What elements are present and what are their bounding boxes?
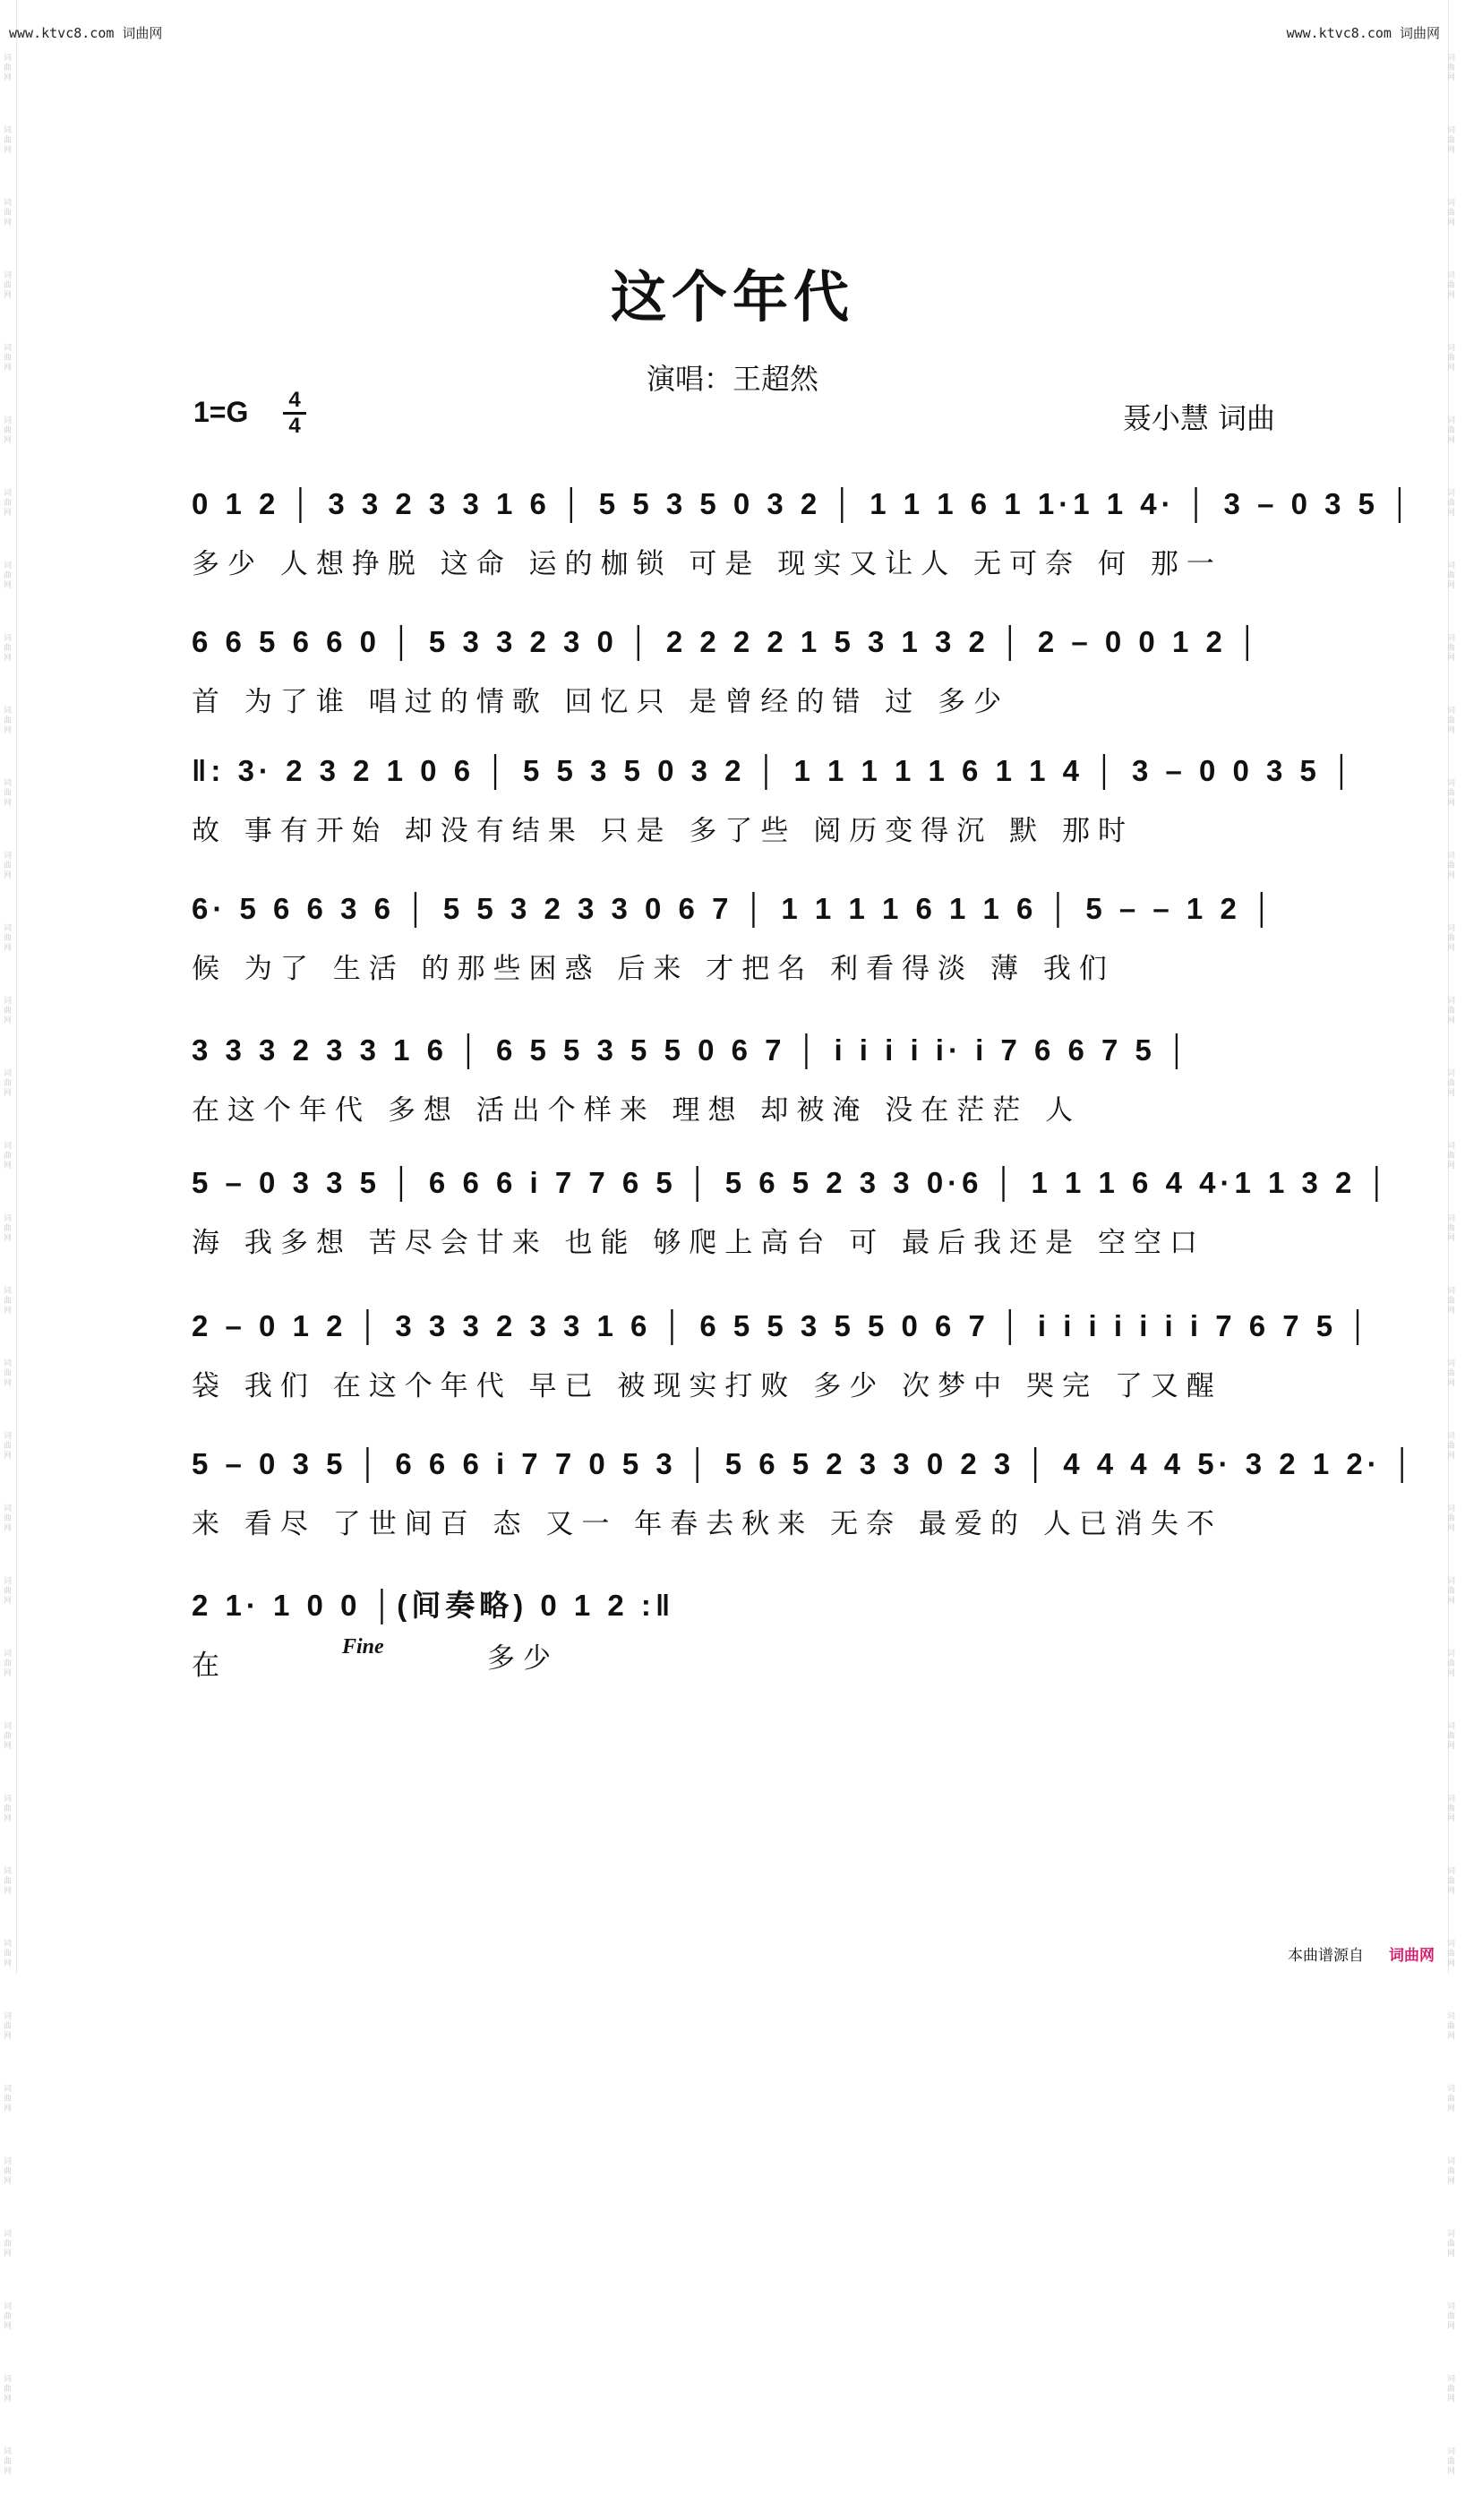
watermark-strip-right xyxy=(1447,54,1460,2520)
watermark-text: 词曲网 xyxy=(1447,489,1456,518)
watermark-text: 词曲网 xyxy=(1447,1722,1456,1751)
song-author: 聂小慧 词曲 xyxy=(1122,401,1275,435)
watermark-text: 词曲网 xyxy=(1447,1142,1456,1170)
lyric-line: 首 为了谁 唱过的情歌 回忆只 是曾经的错 过 多少 xyxy=(192,686,1010,718)
notation-line: 6· 5 6 6 3 6 │ 5 5 3 2 3 3 0 6 7 │ 1 1 1 1 6 1 1 6 │ 5 – – 1 2 │ xyxy=(192,892,1277,925)
score-system-6 xyxy=(192,1150,1392,1260)
watermark-text: 词曲网 xyxy=(4,1069,13,1098)
meter-top: 4 xyxy=(288,388,301,412)
meter-bottom: 4 xyxy=(288,414,301,438)
score-system-1 xyxy=(192,471,1415,581)
notation-line: 5 – 0 3 3 5 │ 6 6 6 i 7 7 6 5 │ 5 6 5 2 3 3 0·6 │ 1 1 1 6 4 4·1 1 3 2 │ xyxy=(192,1166,1392,1199)
watermark-text: 词曲网 xyxy=(4,1577,13,1606)
lyric-line: 多少 人想挣脱 这命 运的枷锁 可是 现实又让人 无可奈 何 那一 xyxy=(192,548,1222,580)
watermark-text: 词曲网 xyxy=(4,344,13,373)
notation-line: 5 – 0 3 5 │ 6 6 6 i 7 7 0 5 3 │ 5 6 5 2 3 3 0 2 3 │ 4 4 4 4 5· 3 2 1 2· │ xyxy=(192,1447,1418,1480)
watermark-text: 词曲网 xyxy=(4,2230,13,2259)
watermark-text: 词曲网 xyxy=(4,997,13,1025)
watermark-text: 词曲网 xyxy=(1447,1795,1456,1823)
watermark-text: 词曲网 xyxy=(1447,1504,1456,1533)
lyric-line: 在 xyxy=(192,1650,227,1682)
score-system-8 xyxy=(192,1431,1418,1541)
watermark-text: 词曲网 xyxy=(4,1287,13,1316)
watermark-text: 词曲网 xyxy=(1447,2012,1456,2041)
watermark-text: 词曲网 xyxy=(1447,561,1456,590)
watermark-text: 词曲网 xyxy=(4,2375,13,2404)
song-title: 这个年代 xyxy=(610,264,854,330)
footer-source-text: 本曲谱源自 xyxy=(1288,1947,1364,1965)
watermark-text: 词曲网 xyxy=(4,199,13,227)
watermark-text: 词曲网 xyxy=(1447,2157,1456,2186)
lyric-line: 来 看尽 了世间百 态 又一 年春去秋来 无奈 最爱的 人已消失不 xyxy=(192,1508,1222,1540)
notation-line: 2 – 0 1 2 │ 3 3 3 2 3 3 1 6 │ 6 5 5 3 5 5 0 6 7 │ i i i i i i i 7 6 7 5 │ xyxy=(192,1309,1373,1342)
notation-line: 2 1· 1 0 0 │(间奏略) 0 1 2 :‖ xyxy=(192,1589,675,1622)
lyric-line: 在这个年代 多想 活出个样来 理想 却被淹 没在茫茫 人 xyxy=(192,1094,1082,1127)
watermark-text: 词曲网 xyxy=(1447,2085,1456,2113)
score-system-2 xyxy=(192,609,1279,719)
watermark-text: 词曲网 xyxy=(4,2447,13,2476)
notation-line: ‖: 3· 2 3 2 1 0 6 │ 5 5 3 5 0 3 2 │ 1 1 1 1 1 6 1 1 4 │ 3 – 0 0 3 5 │ xyxy=(192,754,1357,787)
watermark-text: 词曲网 xyxy=(4,271,13,300)
watermark-text: 词曲网 xyxy=(4,924,13,953)
watermark-text: 词曲网 xyxy=(1447,344,1456,373)
score-system-5 xyxy=(192,1017,1279,1127)
watermark-text: 词曲网 xyxy=(4,126,13,155)
watermark-text: 词曲网 xyxy=(1447,416,1456,445)
watermark-text: 词曲网 xyxy=(1447,634,1456,663)
watermark-text: 词曲网 xyxy=(4,2085,13,2113)
watermark-text: 词曲网 xyxy=(1447,779,1456,808)
footer-source xyxy=(1288,1942,1435,1965)
watermark-text: 词曲网 xyxy=(1447,1287,1456,1316)
watermark-text: 词曲网 xyxy=(4,1650,13,1678)
watermark-text: 词曲网 xyxy=(1447,997,1456,1025)
watermark-text: 词曲网 xyxy=(1447,1069,1456,1098)
lyric-line: 候 为了 生活 的那些困惑 后来 才把名 利看得淡 薄 我们 xyxy=(192,953,1115,985)
notation-line: 0 1 2 │ 3 3 2 3 3 1 6 │ 5 5 3 5 0 3 2 │ 1 1 1 6 1 1·1 1 4· │ 3 – 0 3 5 │ xyxy=(192,487,1415,520)
watermark-text: 词曲网 xyxy=(4,779,13,808)
watermark-text: 词曲网 xyxy=(4,634,13,663)
watermark-text: 词曲网 xyxy=(1447,2447,1456,2476)
score-system-9 xyxy=(192,1573,1279,1683)
watermark-text: 词曲网 xyxy=(1447,126,1456,155)
watermark-text: 词曲网 xyxy=(4,489,13,518)
watermark-text: 词曲网 xyxy=(1447,1432,1456,1461)
watermark-text: 词曲网 xyxy=(4,1722,13,1751)
watermark-text: 词曲网 xyxy=(4,1142,13,1170)
watermark-text: 词曲网 xyxy=(4,1867,13,1896)
header-site-left: www.ktvc8.com 词曲网 xyxy=(9,25,163,41)
watermark-text: 词曲网 xyxy=(4,1214,13,1243)
watermark-text: 词曲网 xyxy=(4,852,13,880)
watermark-text: 词曲网 xyxy=(1447,2302,1456,2331)
watermark-text: 词曲网 xyxy=(4,1795,13,1823)
score-system-7 xyxy=(192,1293,1373,1403)
watermark-text: 词曲网 xyxy=(1447,1359,1456,1388)
notation-line: 6 6 5 6 6 0 │ 5 3 3 2 3 0 │ 2 2 2 2 1 5 3 1 3 2 │ 2 – 0 0 1 2 │ xyxy=(192,625,1263,658)
watermark-text: 词曲网 xyxy=(4,561,13,590)
watermark-text: 词曲网 xyxy=(1447,924,1456,953)
score-system-4 xyxy=(192,876,1279,986)
watermark-text: 词曲网 xyxy=(1447,1867,1456,1896)
watermark-text: 词曲网 xyxy=(4,1504,13,1533)
watermark-text: 词曲网 xyxy=(4,2012,13,2041)
watermark-text: 词曲网 xyxy=(1447,1650,1456,1678)
watermark-text: 词曲网 xyxy=(1447,1940,1456,1968)
watermark-text: 词曲网 xyxy=(1447,271,1456,300)
watermark-text: 词曲网 xyxy=(1447,852,1456,880)
watermark-text: 词曲网 xyxy=(1447,2375,1456,2404)
watermark-text: 词曲网 xyxy=(4,2302,13,2331)
watermark-text: 词曲网 xyxy=(1447,2230,1456,2259)
watermark-text: 词曲网 xyxy=(4,707,13,735)
key-signature: 1=G xyxy=(193,396,249,428)
lyric-line: 海 我多想 苦尽会甘来 也能 够爬上高台 可 最后我还是 空空口 xyxy=(192,1227,1205,1259)
lyric-end: 多少 xyxy=(487,1642,559,1675)
watermark-text: 词曲网 xyxy=(4,1940,13,1968)
watermark-text: 词曲网 xyxy=(1447,199,1456,227)
watermark-text: 词曲网 xyxy=(1447,1577,1456,1606)
time-signature xyxy=(283,390,306,436)
lyric-line: 故 事有开始 却没有结果 只是 多了些 阅历变得沉 默 那时 xyxy=(192,815,1134,847)
watermark-text: 词曲网 xyxy=(1447,707,1456,735)
notation-line: 3 3 3 2 3 3 1 6 │ 6 5 5 3 5 5 0 6 7 │ i i i i i· i 7 6 6 7 5 │ xyxy=(192,1033,1192,1067)
footer-brand-link[interactable]: 词曲网 xyxy=(1389,1947,1435,1965)
watermark-text: 词曲网 xyxy=(4,1432,13,1461)
song-singer: 演唱：王超然 xyxy=(646,362,818,396)
lyric-line: 袋 我们 在这个年代 早已 被现实打败 多少 次梦中 哭完 了又醒 xyxy=(192,1370,1222,1402)
watermark-text: 词曲网 xyxy=(4,54,13,82)
watermark-text: 词曲网 xyxy=(4,2157,13,2186)
header-site-right: www.ktvc8.com 词曲网 xyxy=(1286,25,1440,41)
score-system-3 xyxy=(192,738,1357,848)
fine-mark: Fine xyxy=(342,1635,384,1659)
watermark-text: 词曲网 xyxy=(1447,1214,1456,1243)
watermark-text: 词曲网 xyxy=(4,416,13,445)
watermark-text: 词曲网 xyxy=(1447,54,1456,82)
watermark-strip-left xyxy=(4,54,16,2520)
watermark-text: 词曲网 xyxy=(4,1359,13,1388)
